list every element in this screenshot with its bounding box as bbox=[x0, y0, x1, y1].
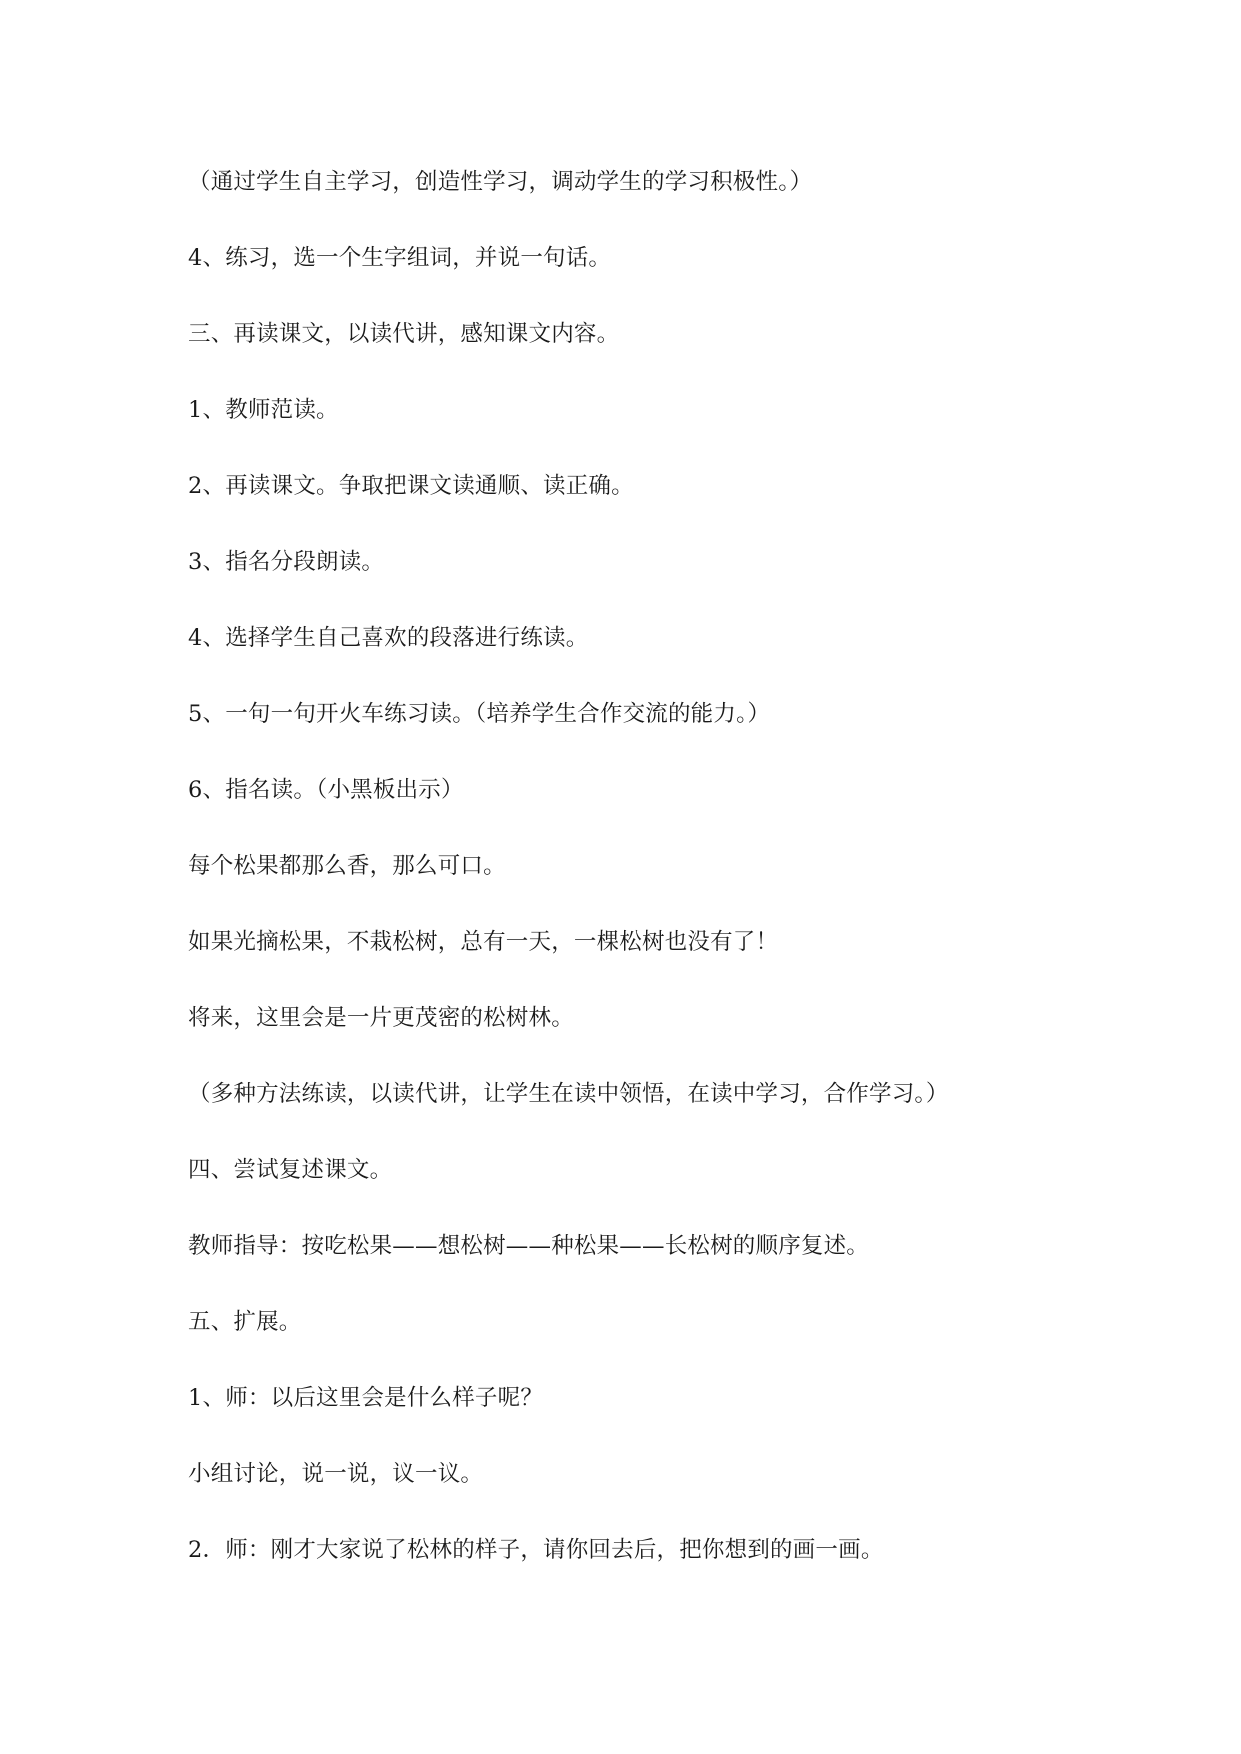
text-line: 2．师：刚才大家说了松林的样子，请你回去后，把你想到的画一画。 bbox=[188, 1537, 884, 1563]
text-line: 2、再读课文。争取把课文读通顺、读正确。 bbox=[188, 473, 634, 499]
text-line: 1、教师范读。 bbox=[188, 397, 339, 423]
section-heading: 五、扩展。 bbox=[188, 1309, 302, 1335]
text-line: 3、指名分段朗读。 bbox=[188, 549, 385, 575]
text-line: （通过学生自主学习，创造性学习，调动学生的学习积极性。） bbox=[188, 169, 813, 195]
text-line: 将来，这里会是一片更茂密的松树林。 bbox=[188, 1005, 574, 1031]
text-line: 教师指导：按吃松果——想松树——种松果——长松树的顺序复述。 bbox=[188, 1233, 870, 1259]
text-line: 小组讨论，说一说，议一议。 bbox=[188, 1461, 484, 1487]
text-line: 4、练习，选一个生字组词，并说一句话。 bbox=[188, 245, 612, 271]
text-line: 1、师：以后这里会是什么样子呢？ bbox=[188, 1385, 544, 1411]
section-heading: 三、再读课文，以读代讲，感知课文内容。 bbox=[188, 321, 620, 347]
text-line: 如果光摘松果，不栽松树，总有一天，一棵松树也没有了！ bbox=[188, 929, 779, 955]
section-heading: 四、尝试复述课文。 bbox=[188, 1157, 393, 1183]
text-line: 5、一句一句开火车练习读。（培养学生合作交流的能力。） bbox=[188, 701, 771, 727]
text-line: 4、选择学生自己喜欢的段落进行练读。 bbox=[188, 625, 589, 651]
text-line: 6、指名读。（小黑板出示） bbox=[188, 777, 464, 803]
text-line: （多种方法练读，以读代讲，让学生在读中领悟，在读中学习，合作学习。） bbox=[188, 1081, 949, 1107]
text-line: 每个松果都那么香，那么可口。 bbox=[188, 853, 506, 879]
